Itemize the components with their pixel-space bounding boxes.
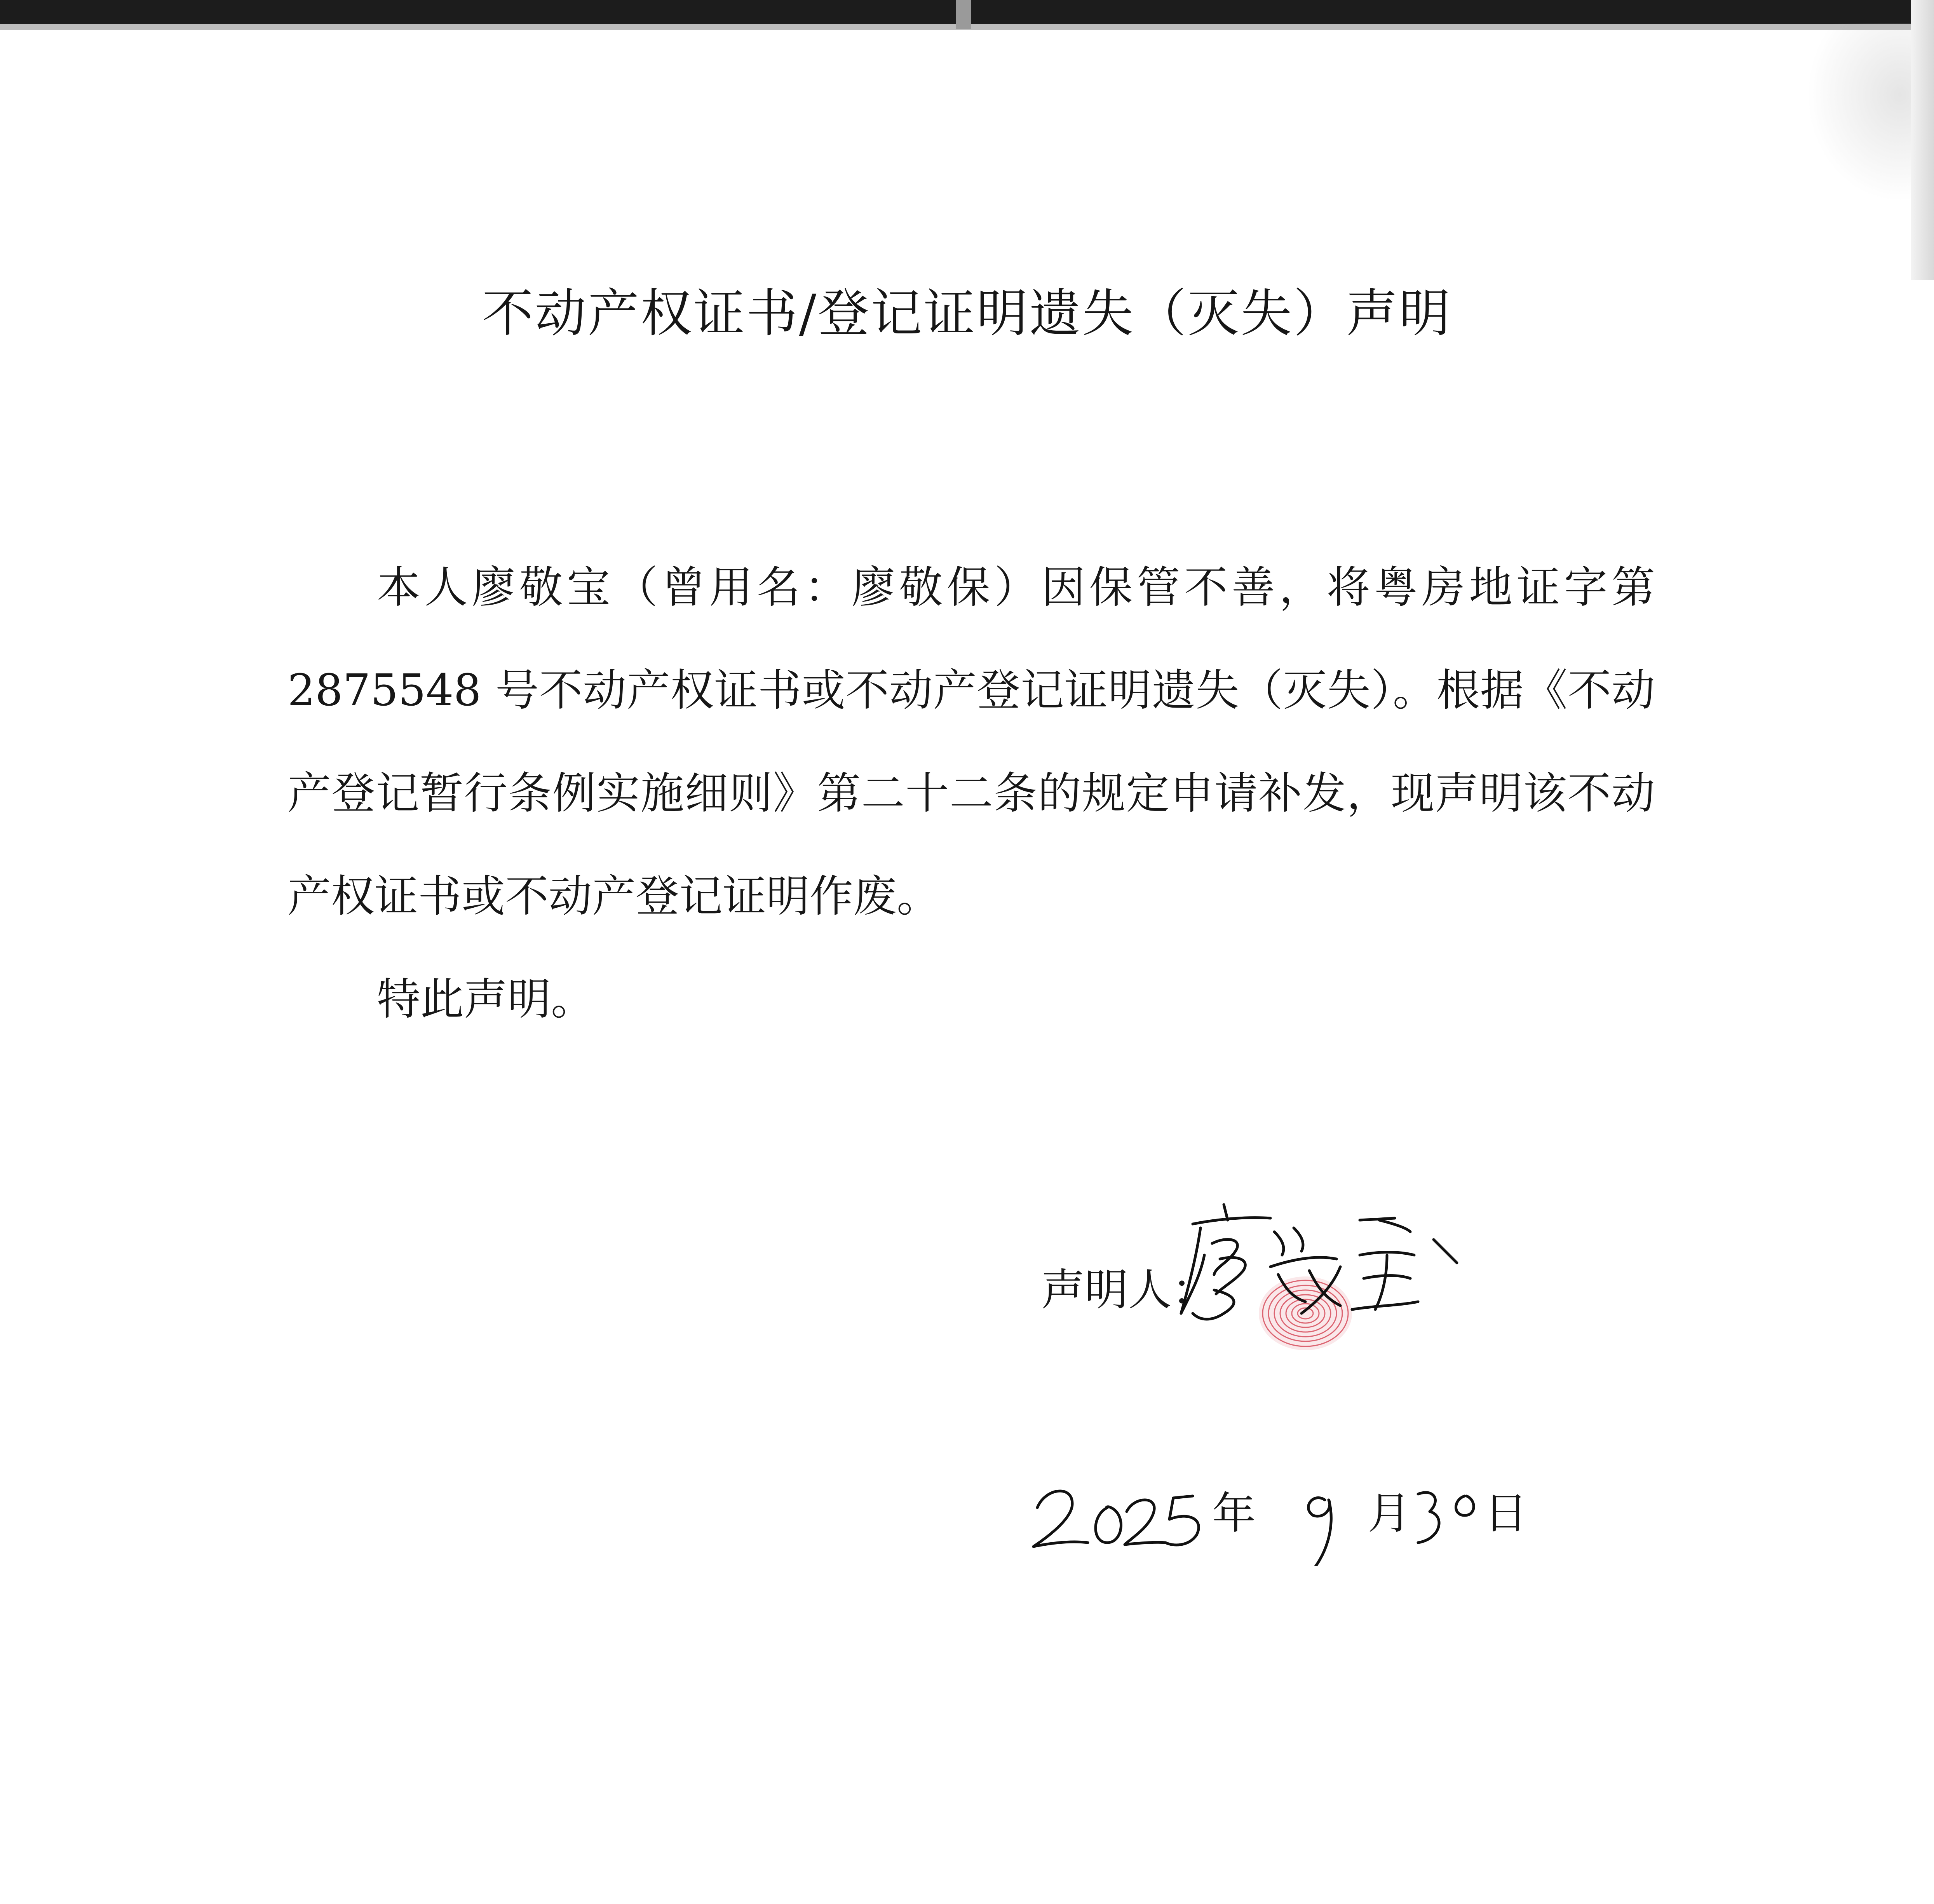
document-body: [287, 536, 1655, 1051]
month-unit: 月: [1368, 1488, 1411, 1539]
year-unit: 年: [1212, 1488, 1256, 1539]
paper-shadow: [1807, 23, 1923, 202]
closing-sentence: 特此声明。: [377, 974, 594, 1025]
fingerprint-red: [1259, 1276, 1352, 1350]
declaration-paragraph: 本人廖敬宝（曾用名：廖敬保）因保管不善，将粤房地证字第2875548 号不动产权证书或不动产登记证明遗失（灭失）。根据《不动产登记暂行条例实施细则》第二十二条的规定申请补发，现声明该不动产权证书或不动产登记证明作废。: [287, 562, 1655, 922]
day-unit: 日: [1484, 1488, 1528, 1539]
date-line: [1030, 1449, 1573, 1566]
document-title: 不动产权证书/登记证明遗失（灭失）声明: [482, 284, 1452, 343]
declarant-label: 声明人：: [1041, 1265, 1215, 1315]
right-paper-edge: [1911, 0, 1934, 280]
top-edge-seam: [956, 0, 971, 29]
signature-handwritten: [1177, 1197, 1472, 1360]
